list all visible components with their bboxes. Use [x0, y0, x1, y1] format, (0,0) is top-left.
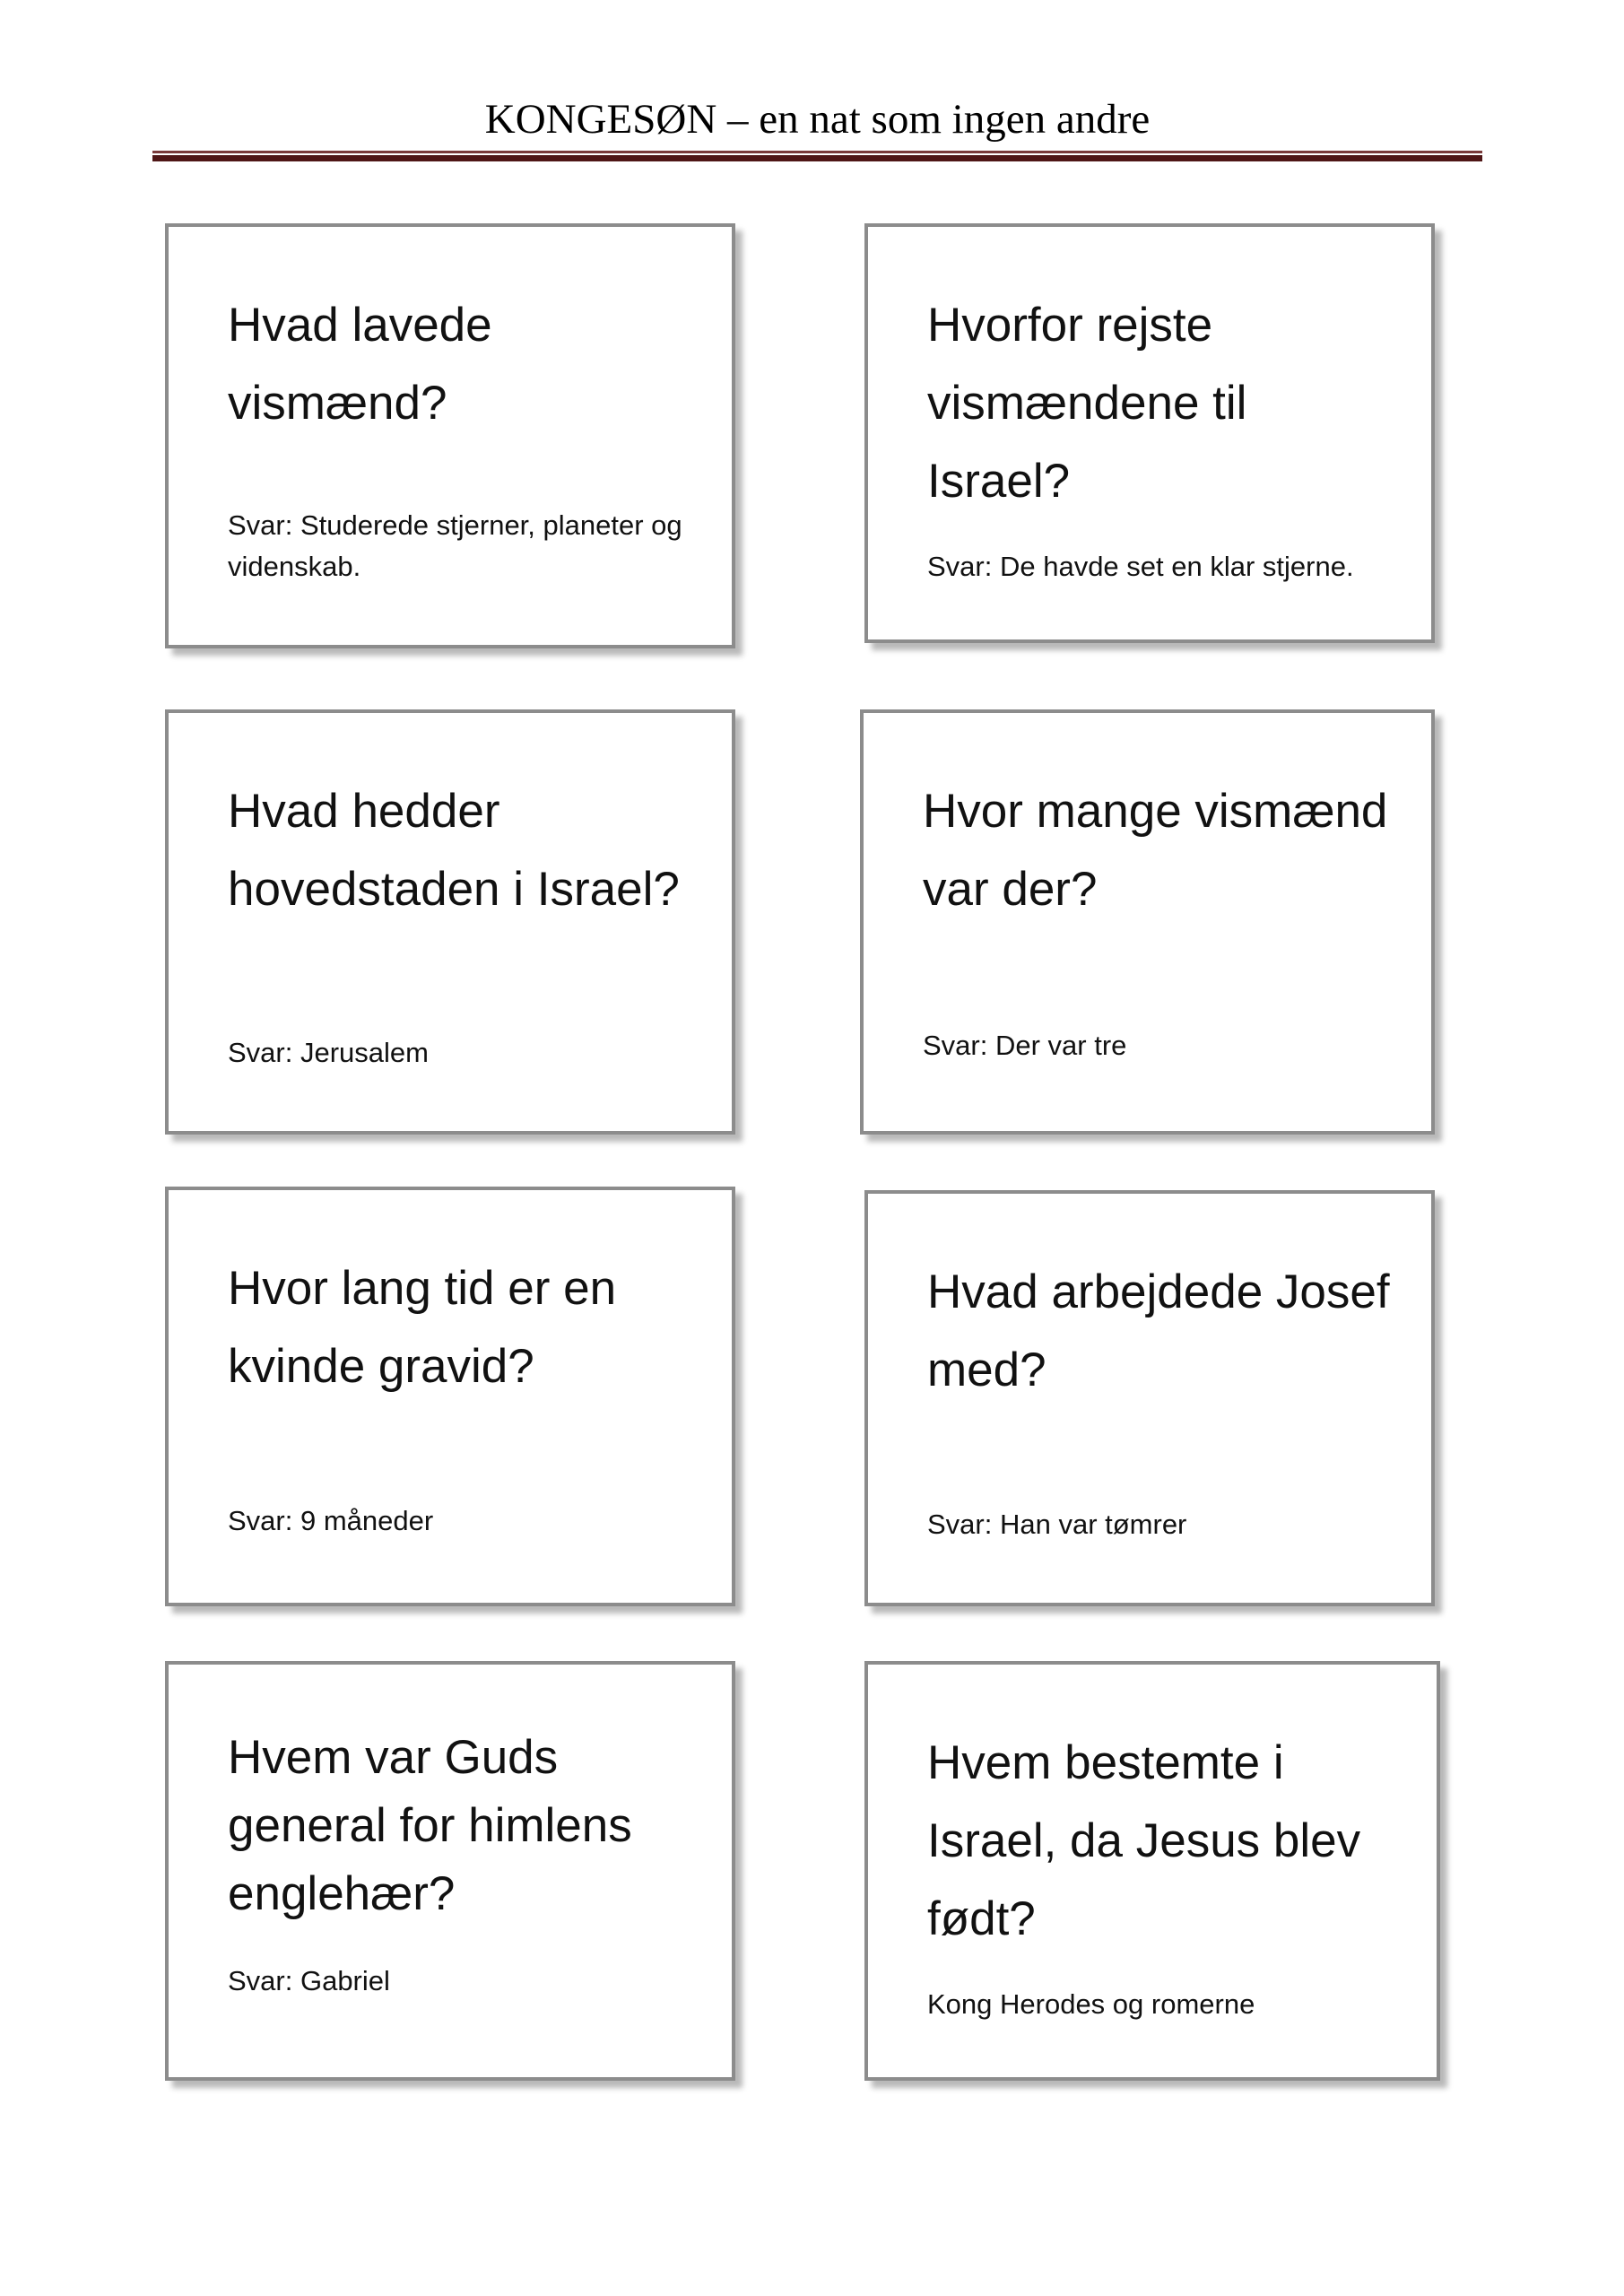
card-question: Hvorfor rejste vismændene til Israel?	[927, 299, 1247, 508]
card-question: Hvad lavede vismænd?	[228, 299, 492, 430]
card-question: Hvem var Guds general for himlens englehær?	[228, 1731, 632, 1920]
header-rule-thick-line	[152, 155, 1482, 161]
card-answer: Svar: Han var tømrer	[927, 1509, 1187, 1540]
card-answer: Svar: 9 måneder	[228, 1505, 434, 1536]
quiz-card-2	[864, 223, 1435, 643]
card-answer: Svar: Studerede stjerner, planeter og videnskab.	[228, 509, 682, 582]
page-header	[152, 90, 1482, 161]
quiz-card-3	[165, 709, 735, 1135]
card-answer: Kong Herodes og romerne	[927, 1988, 1255, 2020]
card-answer: Svar: Der var tre	[923, 1030, 1127, 1061]
card-question: Hvor mange vismænd var der?	[923, 785, 1388, 916]
quiz-card-8	[864, 1661, 1440, 2081]
quiz-card-7	[165, 1661, 735, 2081]
quiz-card-5	[165, 1187, 735, 1606]
quiz-card-4	[860, 709, 1435, 1135]
page-title: KONGESØN – en nat som ingen andre	[484, 96, 1151, 143]
card-question: Hvad arbejdede Josef med?	[927, 1265, 1390, 1396]
header-rule	[152, 151, 1482, 161]
card-question: Hvor lang tid er en kvinde gravid?	[228, 1262, 617, 1393]
card-answer: Svar: De havde set en klar stjerne.	[927, 551, 1354, 582]
card-answer: Svar: Jerusalem	[228, 1037, 429, 1068]
card-question: Hvem bestemte i Israel, da Jesus blev født?	[927, 1736, 1361, 1945]
quiz-card-1	[165, 223, 735, 648]
card-answer: Svar: Gabriel	[228, 1965, 390, 1996]
quiz-card-6	[864, 1190, 1435, 1606]
card-question: Hvad hedder hovedstaden i Israel?	[228, 785, 680, 916]
header-rule-thin-line	[152, 151, 1482, 153]
